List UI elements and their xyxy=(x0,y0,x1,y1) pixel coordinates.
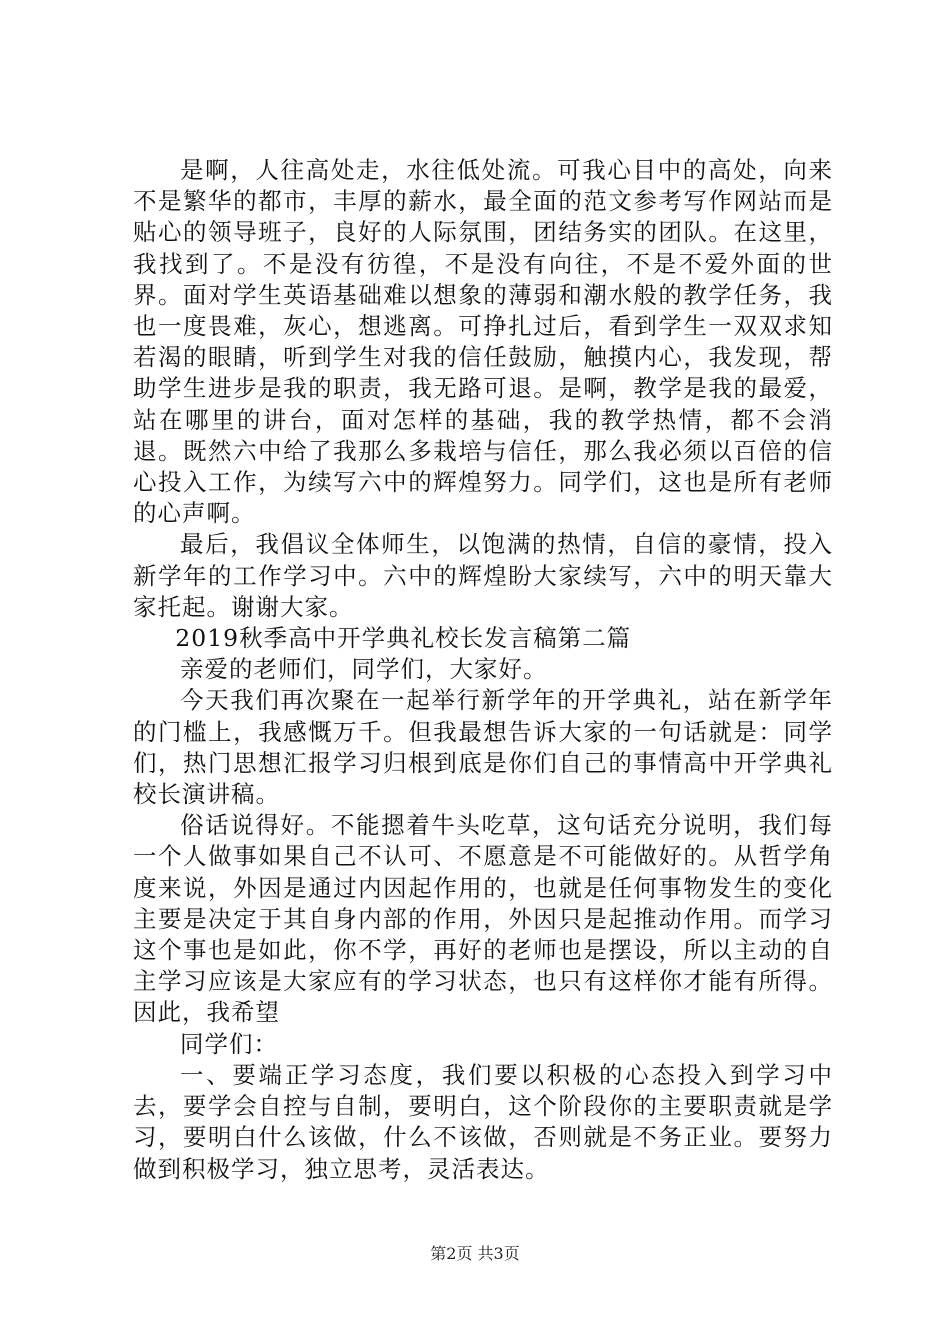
paragraph-4: 俗话说得好。不能摁着牛头吃草，这句话充分说明，我们每一个人做事如果自己不认可、不愿意是不可能做好的。从哲学角度来说，外因是通过内因起作用的，也就是任何事物发生的变化主要是决定于其自身内部的作用，外因只是起推动作用。而学习这个事也是如此，你不学，再好的老师也是摆设，所以主动的自主学习应该是大家应有的学习状态，也只有这样你才能有所得。因此，我希望 xyxy=(133,811,833,1027)
greeting: 亲爱的老师们，同学们，大家好。 xyxy=(180,655,548,684)
paragraph-5: 同学们： xyxy=(180,1029,278,1058)
paragraph-6: 一、要端正学习态度，我们要以积极的心态投入到学习中去，要学会自控与自制，要明白，这个阶段你的主要职责就是学习，要明白什么该做，什么不该做，否则就是不务正业。要努力做到积极学习，独立思考，灵活表达。 xyxy=(133,1060,833,1183)
page-number-footer: 第2页 共3页 xyxy=(430,1244,520,1263)
paragraph-2: 最后，我倡议全体师生，以饱满的热情，自信的豪情，投入新学年的工作学习中。六中的辉煌盼大家续写，六中的明天靠大家托起。谢谢大家。 xyxy=(133,530,833,621)
document-body xyxy=(133,155,833,1185)
section-heading: 2019秋季高中开学典礼校长发言稿第二篇 xyxy=(175,624,632,653)
paragraph-1: 是啊，人往高处走，水往低处流。可我心目中的高处，向来不是繁华的都市，丰厚的薪水，最全面的范文参考写作网站而是贴心的领导班子，良好的人际氛围，团结务实的团队。在这里，我找到了。不是没有彷徨，不是没有向往，不是不爱外面的世界。面对学生英语基础难以想象的薄弱和潮水般的教学任务，我也一度畏难，灰心，想逃离。可挣扎过后，看到学生一双双求知若渴的眼睛，听到学生对我的信任鼓励，触摸内心，我发现，帮助学生进步是我的职责，我无路可退。是啊，教学是我的最爱，站在哪里的讲台，面对怎样的基础，我的教学热情，都不会消退。既然六中给了我那么多栽培与信任，那么我必须以百倍的信心投入工作，为续写六中的辉煌努力。同学们，这也是所有老师的心声啊。 xyxy=(133,156,833,528)
paragraph-3: 今天我们再次聚在一起举行新学年的开学典礼，站在新学年的门槛上，我感慨万千。但我最想告诉大家的一句话就是：同学们，热门思想汇报学习归根到底是你们自己的事情高中开学典礼校长演讲稿。 xyxy=(133,686,833,809)
